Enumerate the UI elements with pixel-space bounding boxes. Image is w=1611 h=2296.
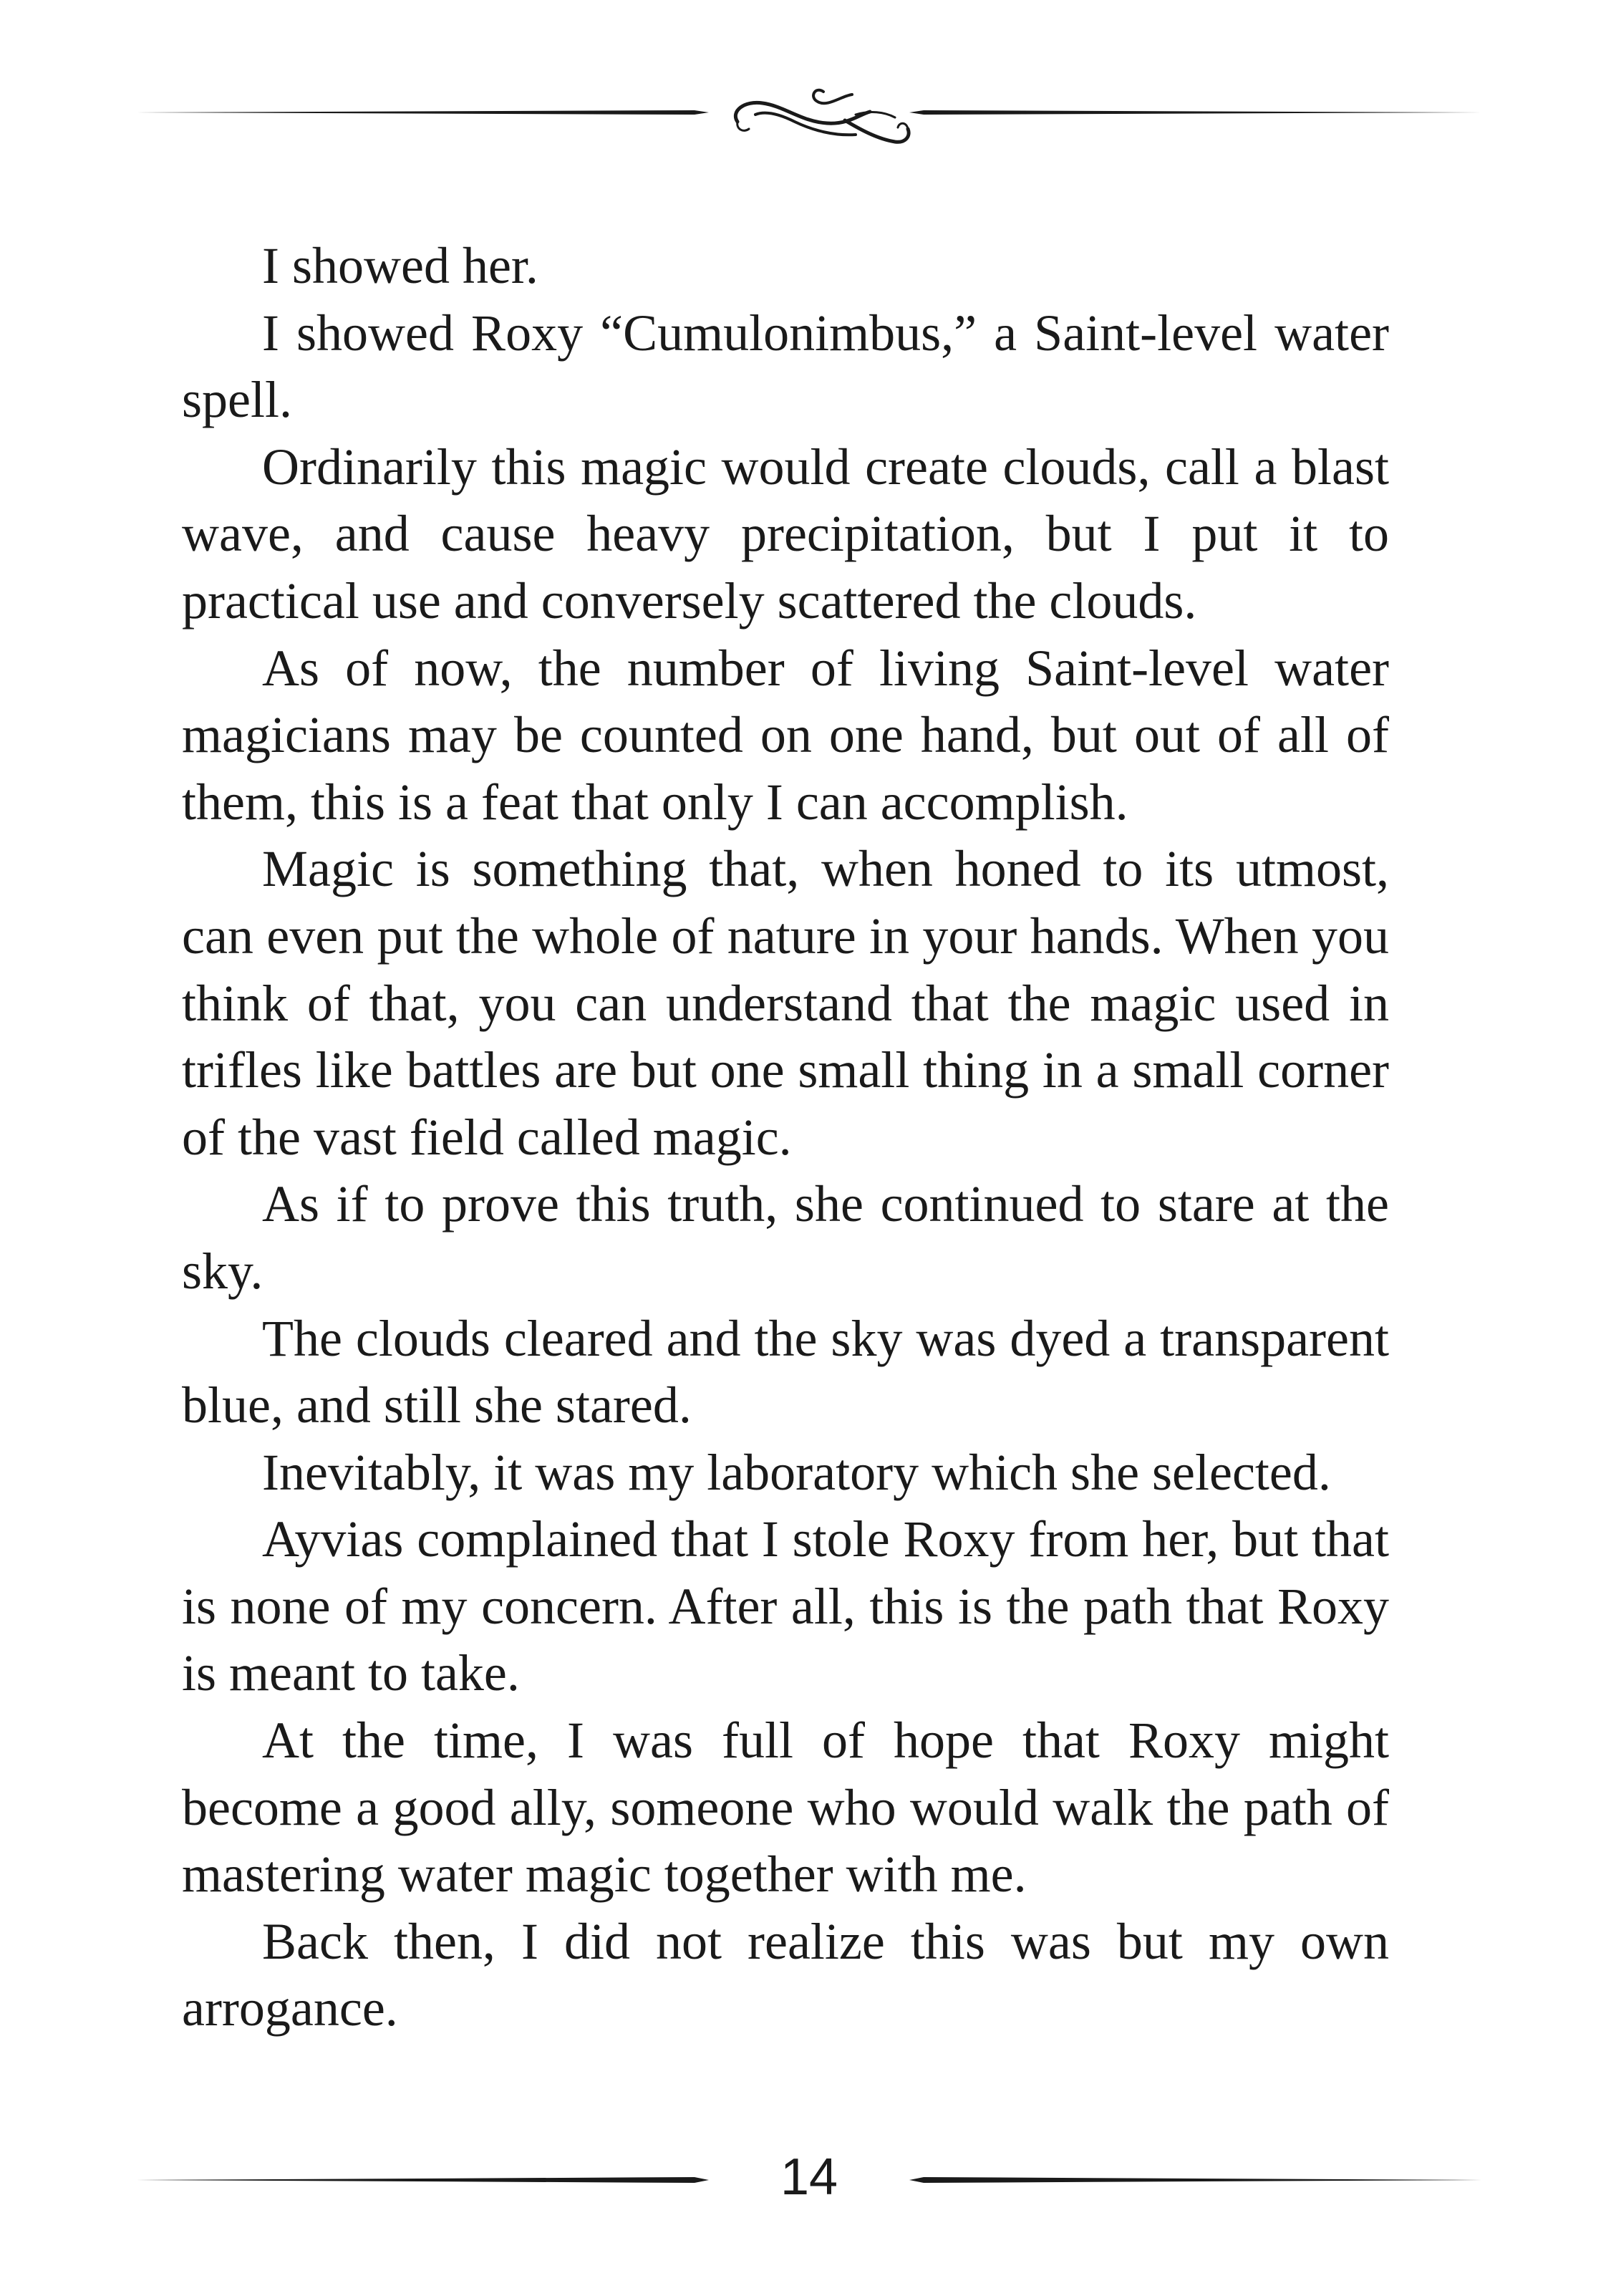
- paragraph: Ordinarily this magic would create clouds, call a blast wave, and cause heavy precipitation, but I put it to practical use and conversely scattered the clouds.: [182, 438, 1389, 630]
- paragraph: I showed Roxy “Cumulonimbus,” a Saint-level water spell.: [182, 304, 1389, 429]
- paragraph: As of now, the number of living Saint-level water magicians may be counted on one hand, but out of all of them, this is a feat that only I can accomplish.: [182, 639, 1389, 831]
- paragraph: I showed her.: [262, 237, 538, 294]
- page-number: 14: [780, 2148, 838, 2206]
- paragraph: Ayvias complained that I stole Roxy from her, but that is none of my concern. After all, this is the path that Roxy is meant to take.: [182, 1510, 1389, 1702]
- body-text: [182, 233, 1389, 2042]
- paragraph: As if to prove this truth, she continued to stare at the sky.: [182, 1175, 1389, 1300]
- paragraph: Inevitably, it was my laboratory which she selected.: [262, 1443, 1331, 1501]
- paragraph: The clouds cleared and the sky was dyed a transparent blue, and still she stared.: [182, 1309, 1389, 1434]
- page-footer: [136, 2141, 1482, 2227]
- paragraph: Magic is something that, when honed to its utmost, can even put the whole of nature in your hands. When you think of that, you can understand that the magic used in trifles like battles are but one small thing in a small corner of the vast field called magic.: [182, 840, 1389, 1166]
- header-flourish-ornament-icon: [136, 79, 1482, 158]
- footer-rule-left: [136, 2176, 709, 2184]
- footer-rule-right: [909, 2176, 1482, 2184]
- paragraph: Back then, I did not realize this was but my own arrogance.: [182, 1912, 1389, 2037]
- paragraph: At the time, I was full of hope that Roxy might become a good ally, someone who would walk the path of mastering water magic together with me.: [182, 1712, 1389, 1904]
